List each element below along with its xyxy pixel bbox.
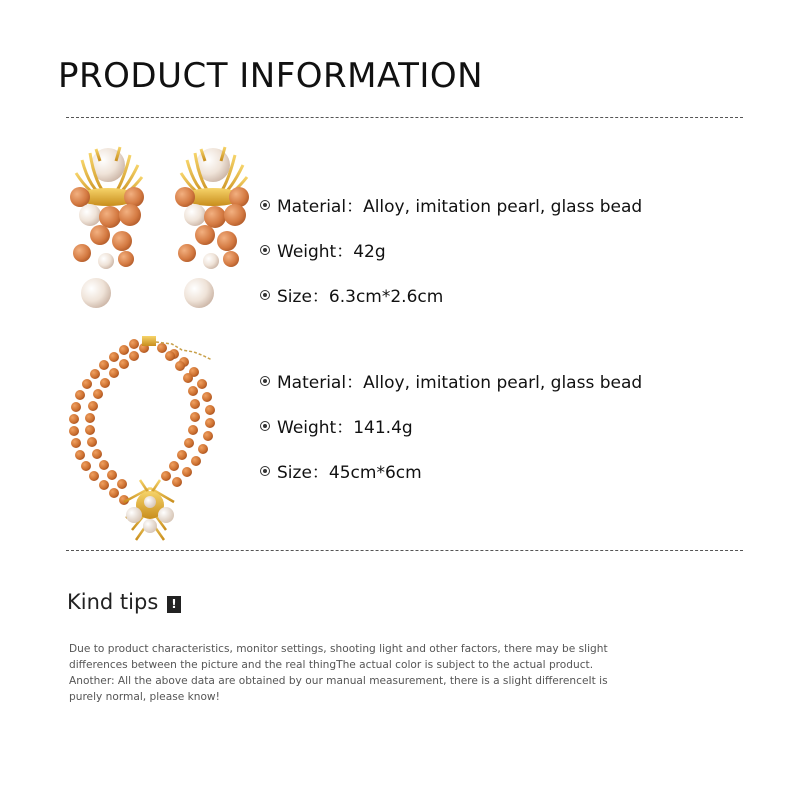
necklace-image	[62, 330, 252, 550]
spec-label: Material：	[277, 197, 364, 217]
spec-material-necklace	[260, 368, 642, 393]
kind-tips-text	[69, 641, 639, 705]
necklace-pendant	[124, 476, 174, 540]
page-title: PRODUCT INFORMATION	[58, 56, 484, 96]
spec-value: 45cm*6cm	[328, 463, 422, 483]
spec-weight-necklace	[260, 413, 413, 438]
bullet-icon	[260, 245, 270, 255]
spec-material-earrings	[260, 192, 642, 217]
spec-label: Weight：	[277, 418, 354, 438]
spec-label: Size：	[277, 287, 329, 307]
tips-line: differences between the picture and the real thingThe actual color is subject to the actual product.	[69, 659, 594, 671]
tips-line: Due to product characteristics, monitor settings, shooting light and other factors, there may be slight	[69, 643, 608, 655]
spec-size-earrings	[260, 282, 443, 307]
right-earring	[175, 147, 249, 308]
spec-label: Size：	[277, 463, 329, 483]
bottom-divider	[66, 550, 743, 551]
spec-weight-earrings	[260, 237, 386, 262]
tips-line: Another: All the above data are obtained by our manual measurement, there is a slight differenceIt is	[69, 675, 608, 687]
top-divider	[66, 117, 743, 118]
spec-label: Weight：	[277, 242, 354, 262]
spec-size-necklace	[260, 458, 422, 483]
spec-value: 141.4g	[353, 418, 413, 438]
bullet-icon	[260, 376, 270, 386]
bullet-icon	[260, 466, 270, 476]
bullet-icon	[260, 200, 270, 210]
spec-value: Alloy, imitation pearl, glass bead	[363, 197, 643, 217]
spec-value: Alloy, imitation pearl, glass bead	[363, 373, 643, 393]
spec-value: 6.3cm*2.6cm	[328, 287, 444, 307]
bullet-icon	[260, 290, 270, 300]
necklace-beads	[69, 339, 215, 505]
left-earring	[70, 147, 144, 308]
earrings-image	[60, 135, 260, 325]
bullet-icon	[260, 421, 270, 431]
spec-value: 42g	[353, 242, 386, 262]
spec-label: Material：	[277, 373, 364, 393]
kind-tips-title: Kind tips	[67, 590, 159, 614]
tips-line: purely normal, please know!	[69, 691, 220, 703]
exclamation-icon: !	[167, 596, 181, 613]
